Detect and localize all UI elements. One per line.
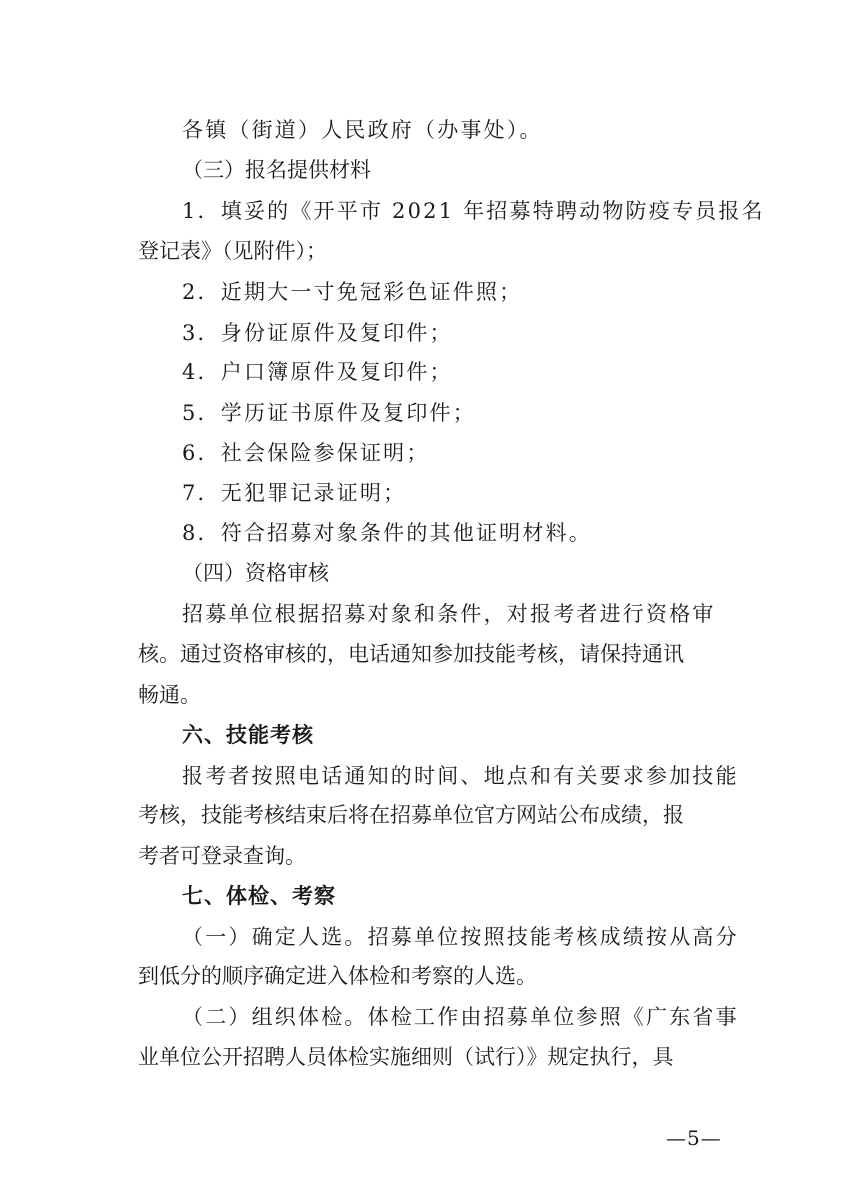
section-heading-medical-exam-inspection: 七、体检、考察	[182, 884, 336, 908]
paragraph-line: 招募单位根据招募对象和条件，对报考者进行资格审	[182, 602, 716, 626]
paragraph-line: 到低分的顺序确定进入体检和考察的人选。	[138, 964, 537, 988]
list-item: 4．户口簿原件及复印件；	[182, 360, 453, 384]
paragraph-line: 考核，技能考核结束后将在招募单位官方网站公布成绩，报	[138, 803, 684, 827]
paragraph-line: 核。通过资格审核的，电话通知参加技能考核，请保持通讯	[138, 642, 684, 666]
list-item: 6．社会保险参保证明；	[182, 441, 430, 465]
section-heading-registration-materials: （三）报名提供材料	[182, 158, 371, 182]
list-item: 1．填妥的《开平市 2021 年招募特聘动物防疫专员报名	[182, 199, 765, 223]
section-heading-qualification-review: （四）资格审核	[182, 561, 329, 585]
paragraph-line: （一）确定人选。招募单位按照技能考核成绩按从高分	[182, 925, 739, 949]
list-item: 7．无犯罪记录证明；	[182, 481, 407, 505]
paragraph-line: 畅通。	[138, 683, 201, 707]
list-item: 2．近期大一寸免冠彩色证件照；	[182, 280, 523, 304]
text-line: 各镇（街道）人民政府（办事处）。	[182, 118, 543, 142]
list-item-continuation: 登记表》（见附件）；	[138, 239, 327, 263]
paragraph-line: （二）组织体检。体检工作由招募单位参照《广东省事	[182, 1005, 739, 1029]
list-item: 8．符合招募对象条件的其他证明材料。	[182, 521, 592, 545]
list-item: 3．身份证原件及复印件；	[182, 321, 453, 345]
section-heading-skills-assessment: 六、技能考核	[182, 723, 314, 747]
paragraph-line: 报考者按照电话通知的时间、地点和有关要求参加技能	[182, 764, 739, 788]
paragraph-line: 考者可登录查询。	[138, 844, 306, 868]
paragraph-line: 业单位公开招聘人员体检实施细则（试行）》规定执行，具	[138, 1045, 674, 1069]
page-number: —5—	[666, 1126, 722, 1150]
list-item: 5．学历证书原件及复印件；	[182, 401, 476, 425]
